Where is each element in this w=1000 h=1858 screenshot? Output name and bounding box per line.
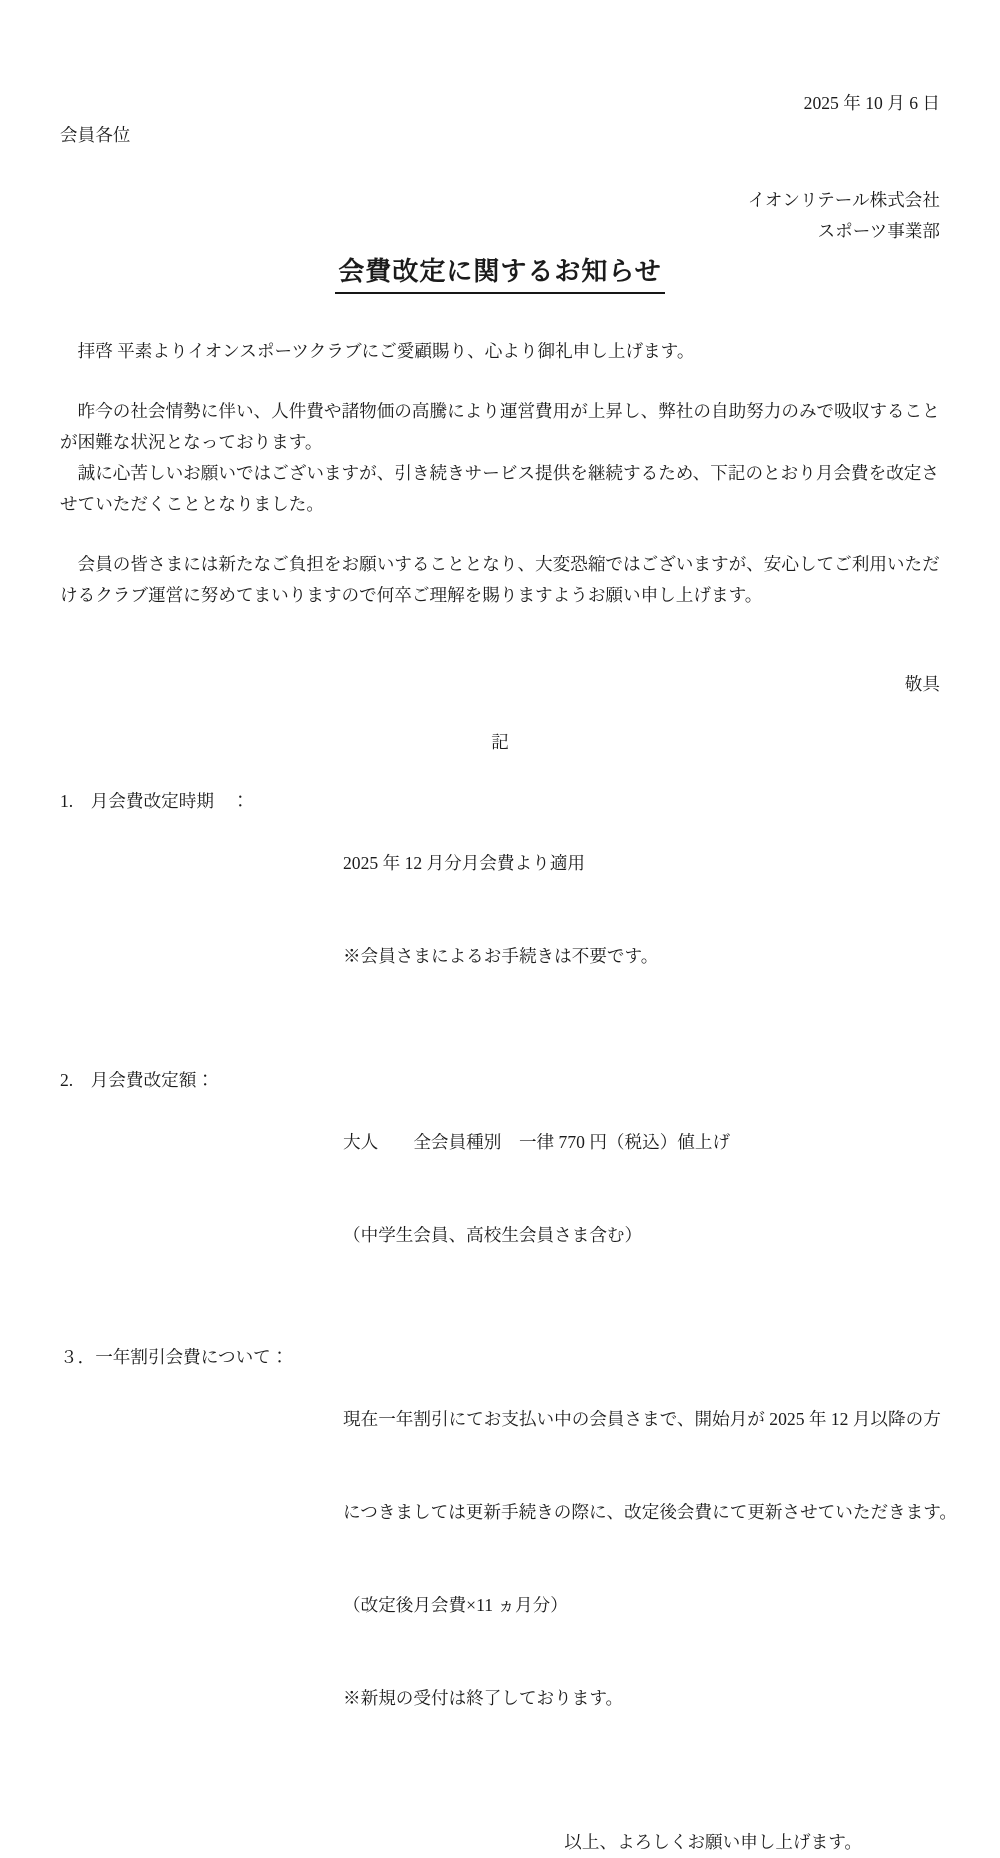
list-item-revision-timing <box>60 786 940 1034</box>
item-label: ３．一年割引会費について： <box>60 1347 289 1367</box>
body-line: けるクラブ運営に努めてまいりますので何卒ご理解を賜りますようお願い申し上げます。 <box>60 585 763 605</box>
item-line: 現在一年割引にてお支払い中の会員さまで、開始月が 2025 年 12 月以降の方 <box>343 1409 941 1429</box>
item-line: 2025 年 12 月分月会費より適用 <box>343 853 585 873</box>
list-item-revision-amount <box>60 1065 940 1313</box>
item-label: 2. 月会費改定額： <box>60 1070 214 1090</box>
closing-keigu: 敬具 <box>904 674 940 694</box>
sender-block <box>60 185 940 247</box>
body-line: 昨今の社会情勢に伴い、人件費や諸物価の高騰により運営費用が上昇し、弊社の自助努力のみで吸収すること <box>77 401 940 421</box>
paragraph-costs <box>60 396 940 520</box>
page-title: 会費改定に関するお知らせ <box>335 255 664 294</box>
closing-statement: 以上、よろしくお願い申し上げます。 <box>564 1832 862 1852</box>
item-content <box>343 1065 940 1313</box>
item-line: 大人 全会員種別 一律 770 円（税込）値上げ <box>343 1132 731 1152</box>
record-marker: 記 <box>491 732 509 752</box>
item-line: につきましては更新手続きの際に、改定後会費にて更新させていただきます。 <box>343 1502 958 1522</box>
title-wrap <box>60 255 940 294</box>
recipient: 会員各位 <box>60 125 131 145</box>
item-line: （中学生会員、高校生会員さま含む） <box>343 1225 643 1245</box>
item-content <box>343 1342 957 1776</box>
body-line: せていただくこととなりました。 <box>60 494 324 514</box>
body-line: 誠に心苦しいお願いではございますが、引き続きサービス提供を継続するため、下記のとおり月会費を改定さ <box>77 463 939 483</box>
paragraph-apology <box>60 549 940 611</box>
greeting-line: 拝啓 平素よりイオンスポーツクラブにご愛顧賜り、心より御礼申し上げます。 <box>77 341 695 361</box>
body-line: が困難な状況となっております。 <box>60 432 323 452</box>
revision-detail-list <box>60 786 958 1776</box>
item-line: （改定後月会費×11 ヵ月分） <box>343 1595 568 1615</box>
document-date: 2025 年 10 月 6 日 <box>803 93 940 113</box>
item-content <box>343 786 940 1034</box>
list-item-annual-discount <box>60 1342 958 1776</box>
item-line: ※新規の受付は終了しております。 <box>343 1688 624 1708</box>
body-line: 会員の皆さまには新たなご負担をお願いすることとなり、大変恐縮ではございますが、安心してご利用いただ <box>77 554 940 574</box>
sender-company: イオンリテール株式会社 <box>747 190 940 210</box>
item-line: ※会員さまによるお手続きは不要です。 <box>343 946 659 966</box>
sender-department: スポーツ事業部 <box>817 221 940 241</box>
item-label: 1. 月会費改定時期 ： <box>60 791 250 811</box>
